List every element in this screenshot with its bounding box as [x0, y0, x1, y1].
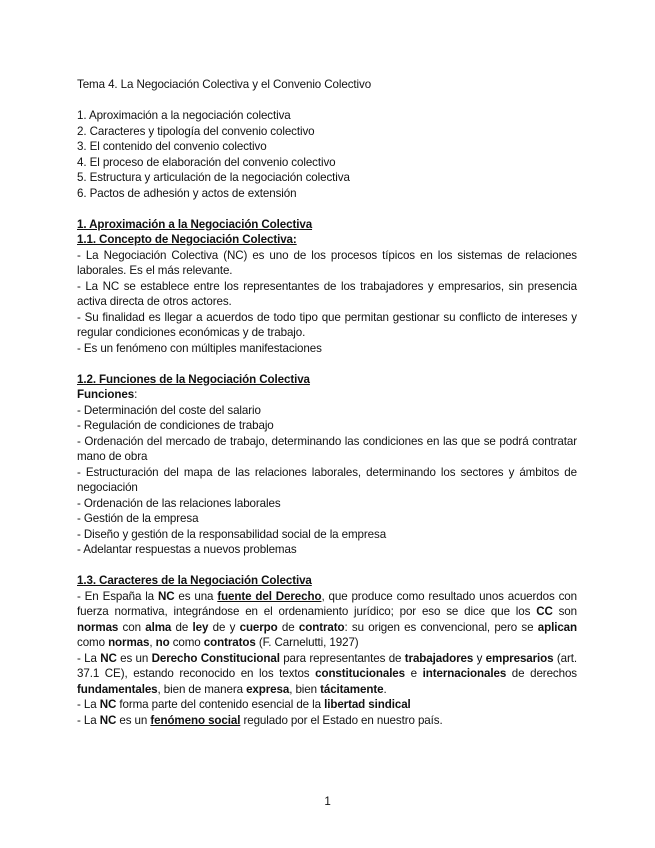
table-of-contents — [77, 108, 577, 201]
toc-item: 4. El proceso de elaboración del convenio colectivo — [77, 155, 336, 169]
list-item: - Ordenación de las relaciones laborales — [77, 496, 281, 510]
subsection-heading: 1.1. Concepto de Negociación Colectiva: — [77, 233, 297, 246]
toc-item: 2. Caracteres y tipología del convenio colectivo — [77, 124, 315, 138]
list-item: - Ordenación del mercado de trabajo, determinando las condiciones en las que se podrá contratar mano de obra — [77, 434, 577, 463]
paragraph: - Es un fenómeno con múltiples manifestaciones — [77, 341, 322, 355]
list-item: - Adelantar respuestas a nuevos problemas — [77, 543, 297, 556]
paragraph-fenomeno-social: - La NC es un fenómeno social regulado por el Estado en nuestro país. — [77, 713, 443, 727]
list-item: - Regulación de condiciones de trabajo — [77, 419, 274, 432]
section-1-2 — [77, 372, 577, 558]
paragraph: - La Negociación Colectiva (NC) es uno de los procesos típicos en los sistemas de relaciones laborales. Es el más relevante. — [77, 248, 577, 277]
toc-item: 5. Estructura y articulación de la negociación colectiva — [77, 171, 350, 184]
list-item: - Estructuración del mapa de las relaciones laborales, determinando los sectores y ámbitos de negociación — [77, 465, 577, 494]
list-item: - Diseño y gestión de la responsabilidad social de la empresa — [77, 527, 387, 541]
section-heading: 1. Aproximación a la Negociación Colectiva — [77, 217, 313, 231]
toc-item: 1. Aproximación a la negociación colectiva — [77, 109, 291, 122]
page-number: 1 — [324, 795, 331, 808]
document-title: Tema 4. La Negociación Colectiva y el Convenio Colectivo — [77, 78, 372, 91]
functions-label: Funciones: — [77, 388, 138, 401]
paragraph-fuente-derecho: - En España la NC es una fuente del Derecho, que produce como resultado unos acuerdos con fuerza normativa, integrándose en el ordenamiento jurídico; por eso se dice que los CC son normas con alma de ley de y cuerpo de contrato: su origen es convencional, pero se aplican como normas, no como contratos (F. Carnelutti, 1927) — [77, 589, 578, 649]
paragraph-libertad-sindical: - La NC forma parte del contenido esencial de la libertad sindical — [77, 698, 411, 711]
toc-item: 6. Pactos de adhesión y actos de extensión — [77, 186, 297, 200]
paragraph: - Su finalidad es llegar a acuerdos de todo tipo que permitan gestionar su conflicto de intereses y regular condiciones económicas y de trabajo. — [77, 310, 577, 339]
subsection-heading: 1.3. Caracteres de la Negociación Colectiva — [77, 574, 312, 587]
subsection-heading: 1.2. Funciones de la Negociación Colectiva — [77, 372, 310, 386]
section-1-1 — [77, 217, 577, 357]
paragraph: - La NC se establece entre los representantes de los trabajadores y empresarios, sin presencia activa directa de otros actores. — [77, 279, 577, 308]
list-item: - Determinación del coste del salario — [77, 403, 261, 417]
paragraph-derecho-constitucional: - La NC es un Derecho Constitucional para representantes de trabajadores y empresarios (art. 37.1 CE), estando reconocido en los textos constitucionales e internacionales de derechos fundamentales, bien de manera expresa, bien tácitamente. — [77, 651, 578, 696]
section-1-3 — [77, 573, 577, 728]
toc-item: 3. El contenido del convenio colectivo — [77, 140, 267, 153]
list-item: - Gestión de la empresa — [77, 512, 199, 525]
